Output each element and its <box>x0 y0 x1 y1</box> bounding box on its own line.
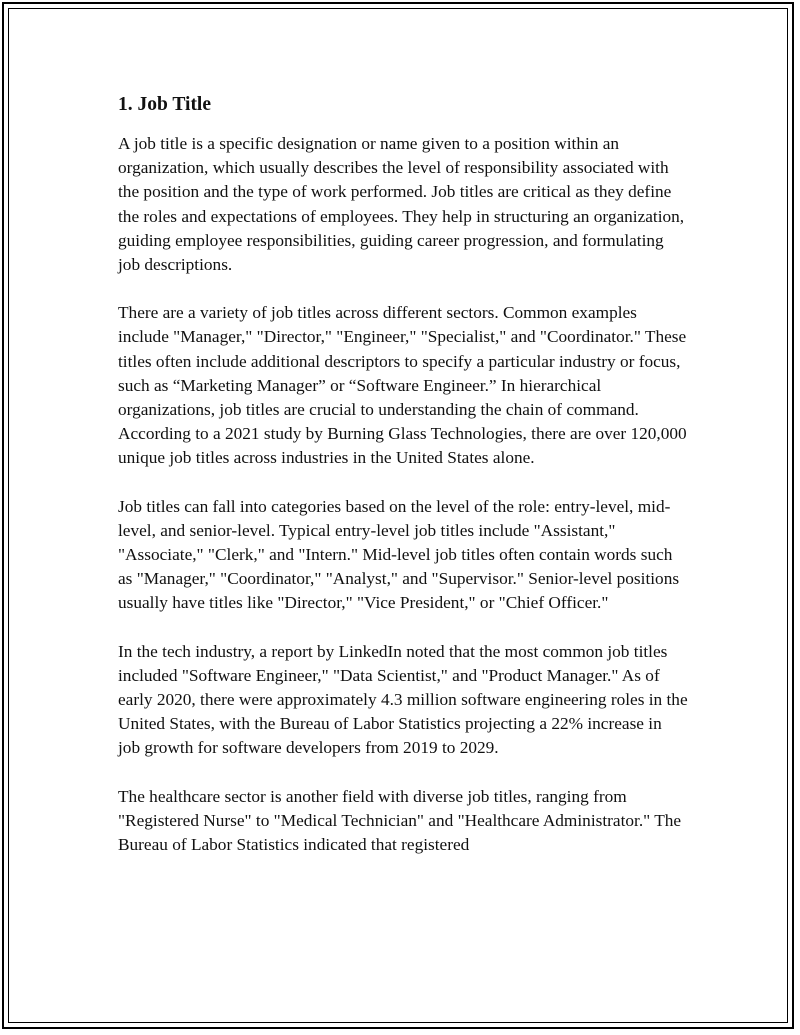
paragraph-levels: Job titles can fall into categories based on the level of the role: entry-level, mid-level, and senior-level. Typical entry-level job titles include "Assistant," "Associate," "Clerk," and "Intern." Mid-level job titles often contain words such as "Manager," "Coordinator," "Analyst," and "Supervisor." Senior-level positions usually have titles like "Director," "Vice President," or "Chief Officer." <box>118 496 680 613</box>
paragraph-examples: There are a variety of job titles across different sectors. Common examples include "Manager," "Director," "Engineer," "Specialist," and "Coordinator." These titles often include additional descriptors to specify a particular industry or focus, such as “Marketing Manager” or “Software Engineer.” In hierarchical organizations, job titles are crucial to understanding the chain of command. According to a 2021 study by Burning Glass Technologies, there are over 120,000 unique job titles across industries in the United States alone. <box>118 303 687 468</box>
paragraph-definition: A job title is a specific designation or name given to a position within an organization, which usually describes the level of responsibility associated with the position and the type of work performed. Job titles are critical as they define the roles and expectations of employees. They help in structuring an organization, guiding employee responsibilities, guiding career progression, and formulating job descriptions. <box>118 134 685 275</box>
paragraph-healthcare: The healthcare sector is another field with diverse job titles, ranging from "Registered Nurse" to "Medical Technician" and "Healthcare Administrator." The Bureau of Labor Statistics indicated that registered <box>118 786 682 855</box>
document-body <box>118 92 688 881</box>
section-heading: 1. Job Title <box>118 94 212 115</box>
paragraph-tech-industry: In the tech industry, a report by LinkedIn noted that the most common job titles included "Software Engineer," "Data Scientist," and "Product Manager." As of early 2020, there were approximately 4.3 million software engineering roles in the United States, with the Bureau of Labor Statistics projecting a 22% increase in job growth for software developers from 2019 to 2029. <box>118 641 688 758</box>
